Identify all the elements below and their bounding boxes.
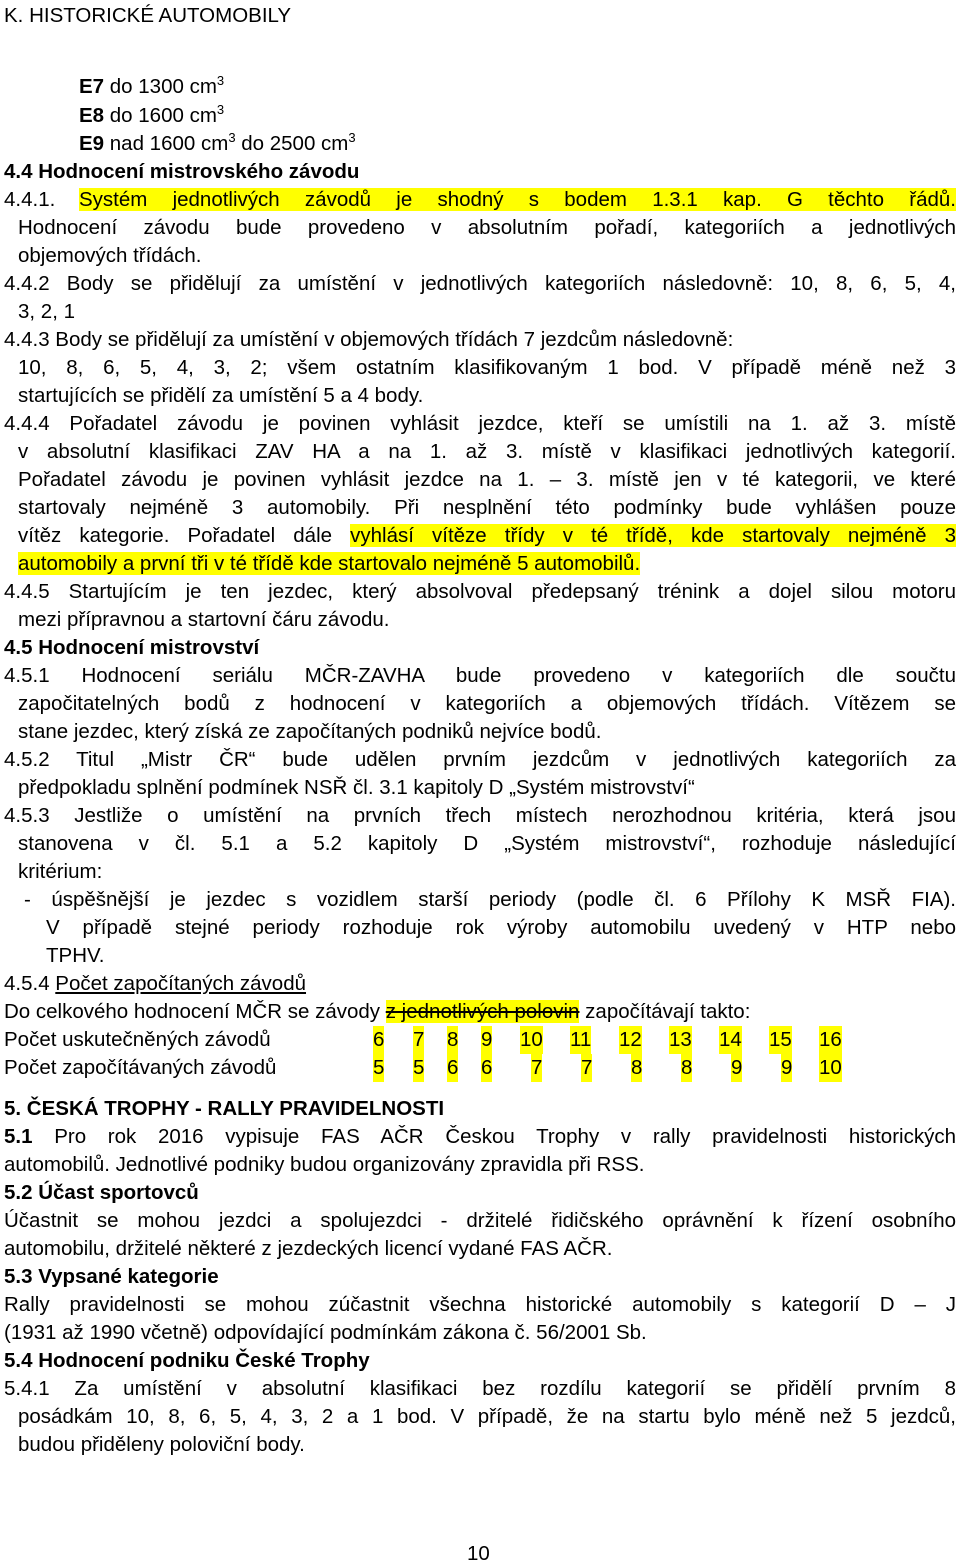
s52-line2: automobilu, držitelé některé z jezdeckých licencí vydané FAS AČR. [4, 1237, 613, 1260]
section-5-title: 5. ČESKÁ TROPHY - RALLY PRAVIDELNOSTI [4, 1097, 445, 1120]
s451-line3: stane jezdec, který získá ze započítaných podniků nejvíce bodů. [18, 720, 602, 743]
s444-line4: startovaly nejméně 3 automobily. Při nesplnění této podmínky bude vyhlášen pouze [18, 496, 956, 519]
s452-line2: předpokladu splnění podmínek NSŘ čl. 3.1 kapitoly D „Systém mistrovství“ [18, 776, 695, 799]
s454-title [4, 970, 306, 998]
s441-line2: Hodnocení závodu bude provedeno v absolutním pořadí, kategoriích a jednotlivých [18, 216, 956, 239]
s54-line1: 5.4.1 Za umístění v absolutní klasifikaci bez rozdílu kategorií se přidělí prvním 8 [4, 1377, 956, 1400]
s452-line1: 4.5.2 Titul „Mistr ČR“ bude udělen prvním jezdcům v jednotlivých kategoriích za [4, 748, 956, 771]
s444-line5 [18, 522, 956, 550]
races-counted-value: 6 [447, 1054, 458, 1082]
s443-line2: 10, 8, 6, 5, 4, 3, 2; všem ostatním klasifikovaným 1 bod. V případě méně než 3 [18, 356, 956, 379]
class-sup: 3 [228, 130, 236, 145]
class-code: E7 [79, 75, 105, 98]
s454-line2-tail: započítávají takto: [579, 1000, 751, 1023]
races-counted-value: 7 [581, 1054, 592, 1082]
s444-line6 [18, 550, 640, 578]
races-held-value: 6 [373, 1026, 384, 1054]
s454-line2-text: Do celkového hodnocení MČR se závody [4, 1000, 386, 1023]
s441-number: 4.4.1. [4, 188, 56, 211]
s454-line2 [4, 998, 750, 1026]
races-counted-value: 5 [373, 1054, 384, 1082]
races-held-value: 13 [669, 1026, 692, 1054]
races-held-value: 10 [520, 1026, 543, 1054]
s453-line2: stanovena v čl. 5.1 a 5.2 kapitoly D „Systém mistrovství“, rozhoduje následující [18, 832, 956, 855]
section-5-2-title: 5.2 Účast sportovců [4, 1181, 199, 1204]
section-4-4-title: 4.4 Hodnocení mistrovského závodu [4, 160, 360, 183]
section-4-5-title: 4.5 Hodnocení mistrovství [4, 636, 260, 659]
s451-line2: započitatelných bodů z hodnocení v kategoriích a objemových třídách. Vítězem se [18, 692, 956, 715]
races-held-value: 11 [570, 1026, 591, 1054]
s454-number: 4.5.4 [4, 972, 56, 995]
class-tail: do 2500 cm [235, 132, 349, 155]
section-5-4-title: 5.4 Hodnocení podniku České Trophy [4, 1349, 370, 1372]
s453-line3: kritérium: [18, 860, 103, 883]
s441-highlight: Systém jednotlivých závodů je shodný s bodem 1.3.1 kap. G těchto řádů. [79, 188, 956, 211]
class-code: E9 [79, 132, 105, 155]
s444-line1: 4.4.4 Pořadatel závodu je povinen vyhlásit jezdce, kteří se umístili na 1. až 3. místě [4, 412, 956, 435]
s441-line1 [79, 186, 956, 214]
s453-bullet-line2: V případě stejné periody rozhoduje rok výroby automobilu uvedený v HTP nebo [46, 916, 956, 939]
races-held-value: 9 [481, 1026, 492, 1054]
s51-line2: automobilů. Jednotlivé podniky budou organizovány zpravidla při RSS. [4, 1153, 645, 1176]
s445-line2: mezi přípravnou a startovní čáru závodu. [18, 608, 390, 631]
class-e8 [79, 102, 224, 130]
s453-line1: 4.5.3 Jestliže o umístění na prvních třech místech nerozhodnou kritéria, která jsou [4, 804, 956, 827]
s52-line1: Účastnit se mohou jezdci a spolujezdci - držitelé řidičského oprávnění k řízení osobního [4, 1209, 956, 1232]
s451-line1: 4.5.1 Hodnocení seriálu MČR-ZAVHA bude provedeno v kategoriích dle součtu [4, 664, 956, 687]
class-e9 [79, 130, 356, 158]
class-e7 [79, 73, 224, 101]
page-number: 10 [467, 1542, 490, 1565]
s453-bullet-line1: - úspěšnější je jezdec s vozidlem starší periody (podle čl. 6 Přílohy K MSŘ FIA). [24, 888, 956, 911]
s51-line1 [4, 1123, 956, 1151]
s444-highlight-1: vyhlásí vítěze třídy v té třídě, kde startovaly nejméně 3 [350, 524, 956, 547]
s51-line1-text: Pro rok 2016 vypisuje FAS AČR Českou Trophy v rally pravidelnosti historických [32, 1125, 956, 1148]
s443-line3: startujících se přidělí za umístění 5 a 4 body. [18, 384, 424, 407]
s54-line2: posádkám 10, 8, 6, 5, 4, 3, 2 a 1 bod. V případě, že na startu bylo méně než 5 jezdců, [18, 1405, 956, 1428]
s444-highlight-2: automobily a první tři v té třídě kde startovalo nejméně 5 automobilů. [18, 552, 641, 575]
s53-line1: Rally pravidelnosti se mohou zúčastnit všechna historické automobily s kategorií D – J [4, 1293, 956, 1316]
class-sup2: 3 [348, 130, 356, 145]
races-counted-value: 10 [819, 1054, 842, 1082]
races-held-value: 16 [819, 1026, 842, 1054]
races-counted-value: 9 [731, 1054, 742, 1082]
s445-line1: 4.4.5 Startujícím je ten jezdec, který absolvoval předepsaný trénink a dojel silou motoru [4, 580, 956, 603]
s444-line5-text: vítěz kategorie. Pořadatel dále [18, 524, 351, 547]
races-counted-label: Počet započítávaných závodů [4, 1056, 277, 1079]
class-text: do 1600 cm [104, 104, 217, 127]
races-counted-value: 6 [481, 1054, 492, 1082]
class-sup: 3 [216, 73, 225, 88]
races-counted-value: 9 [781, 1054, 792, 1082]
races-counted-value: 5 [413, 1054, 424, 1082]
s453-bullet-line3: TPHV. [46, 944, 105, 967]
races-held-value: 12 [619, 1026, 642, 1054]
s53-line2: (1931 až 1990 včetně) odpovídající podmínkám zákona č. 56/2001 Sb. [4, 1321, 647, 1344]
section-5-3-title: 5.3 Vypsané kategorie [4, 1265, 219, 1288]
races-held-label: Počet uskutečněných závodů [4, 1028, 271, 1051]
s444-line3: Pořadatel závodu je povinen vyhlásit jezdce na 1. – 3. místě jen v té kategorii, ve které [18, 468, 956, 491]
s454-struck-text: z jednotlivých polovin [385, 1000, 580, 1023]
s454-title-text: Počet započítaných závodů [55, 972, 307, 995]
page-header: K. HISTORICKÉ AUTOMOBILY [4, 4, 292, 27]
races-held-value: 7 [413, 1026, 424, 1054]
s54-line3: budou přiděleny poloviční body. [18, 1433, 305, 1456]
races-held-row [4, 1026, 842, 1054]
s444-line2: v absolutní klasifikaci ZAV HA a na 1. až 3. místě v klasifikaci jednotlivých kategorií. [18, 440, 956, 463]
class-text: do 1300 cm [104, 75, 217, 98]
class-text: nad 1600 cm [104, 132, 229, 155]
races-held-value: 8 [447, 1026, 458, 1054]
races-counted-row [4, 1054, 842, 1082]
class-code: E8 [79, 104, 105, 127]
races-counted-value: 8 [681, 1054, 692, 1082]
races-held-value: 14 [719, 1026, 742, 1054]
races-held-value: 15 [769, 1026, 792, 1054]
s442-line2: 3, 2, 1 [18, 300, 75, 323]
s441-line3: objemových třídách. [18, 244, 202, 267]
races-counted-value: 7 [531, 1054, 542, 1082]
races-counted-value: 8 [631, 1054, 642, 1082]
s51-number: 5.1 [4, 1125, 33, 1148]
s442-line1: 4.4.2 Body se přidělují za umístění v jednotlivých kategoriích následovně: 10, 8, 6, 5, 4, [4, 272, 956, 295]
s443-line1: 4.4.3 Body se přidělují za umístění v objemových třídách 7 jezdcům následovně: [4, 328, 734, 351]
class-sup: 3 [216, 102, 225, 117]
